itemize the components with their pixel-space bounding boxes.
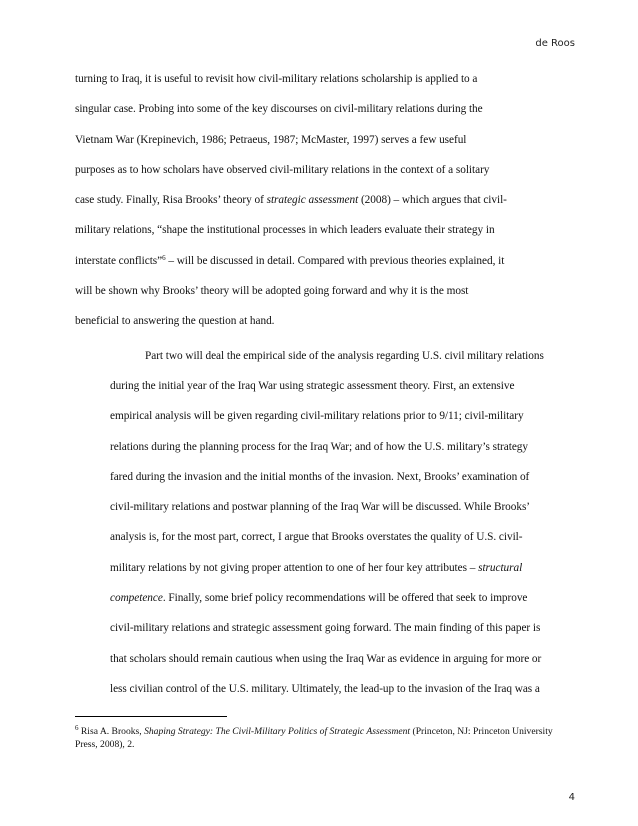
footnote-number: 6 [75, 724, 79, 732]
text-segment: military relations by not giving proper attention to one of her four key attributes – [110, 561, 479, 574]
text-segment: – will be discussed in detail. Compared with previous theories explained, it [165, 254, 505, 267]
italic-term: strategic assessment [266, 194, 359, 207]
page-number: 4 [568, 792, 575, 803]
text-line: Vietnam War (Krepinevich, 1986; Petraeus, 1987; McMaster, 1997) serves a few useful [75, 133, 467, 146]
text-line: purposes as to how scholars have observed civil-military relations in the context of a solitary [75, 163, 490, 176]
text-line: military relations, “shape the institutional processes in which leaders evaluate their strategy in [75, 224, 495, 237]
footnote-title: Shaping Strategy: The Civil-Military Politics of Strategic Assessment [144, 726, 411, 737]
italic-term: structural [478, 561, 523, 574]
text-line: relations during the planning process for the Iraq War; and of how the U.S. military’s strategy [110, 440, 528, 453]
text-line: fared during the invasion and the initial months of the invasion. Next, Brooks’ examination of [110, 470, 530, 483]
text-line: turning to Iraq, it is useful to revisit how civil-military relations scholarship is applied to a [75, 73, 478, 85]
running-header: de Roos [535, 38, 575, 49]
text-line [75, 553, 570, 583]
text-line: less civilian control of the U.S. military. Ultimately, the lead-up to the invasion of the Iraq was a [110, 682, 540, 695]
text-line: that scholars should remain cautious when using the Iraq War as evidence in arguing for more or [110, 652, 542, 665]
text-line [75, 185, 570, 215]
text-segment: . Finally, some brief policy recommendations will be offered that seek to improve [162, 592, 528, 605]
body-text [75, 64, 570, 704]
italic-term: competence [110, 592, 163, 605]
paragraph-1 [75, 64, 570, 337]
footnote-separator [75, 716, 227, 717]
footnote-text: (Princeton, NJ: Princeton University Press, 2008), 2. [75, 726, 553, 751]
text-line: analysis is, for the most part, correct, I argue that Brooks overstates the quality of U.S. civil- [110, 531, 523, 544]
text-segment: (2008) – which argues that civil- [358, 194, 507, 207]
text-line: Part two will deal the empirical side of the analysis regarding U.S. civil military relations [145, 349, 544, 362]
footnote-reference[interactable]: 6 [162, 253, 166, 262]
paragraph-2 [75, 341, 570, 705]
footnote-text: Risa A. Brooks, [78, 726, 145, 737]
text-line: will be shown why Brooks’ theory will be adopted going forward and why it is the most [75, 285, 469, 298]
text-line [75, 583, 570, 613]
text-line: during the initial year of the Iraq War using strategic assessment theory. First, an extensive [110, 379, 515, 392]
text-line: empirical analysis will be given regarding civil-military relations prior to 9/11; civil-military [110, 410, 524, 423]
text-line: civil-military relations and postwar planning of the Iraq War will be discussed. While Brooks’ [110, 501, 531, 514]
text-line: singular case. Probing into some of the key discourses on civil-military relations during the [75, 103, 483, 116]
text-line: beneficial to answering the question at hand. [75, 315, 275, 328]
footnote [75, 725, 570, 752]
text-segment: interstate conflicts” [75, 254, 163, 267]
text-line [75, 246, 570, 276]
text-line: civil-military relations and strategic assessment going forward. The main finding of this paper is [110, 622, 541, 635]
text-segment: case study. Finally, Risa Brooks’ theory of [75, 194, 267, 207]
